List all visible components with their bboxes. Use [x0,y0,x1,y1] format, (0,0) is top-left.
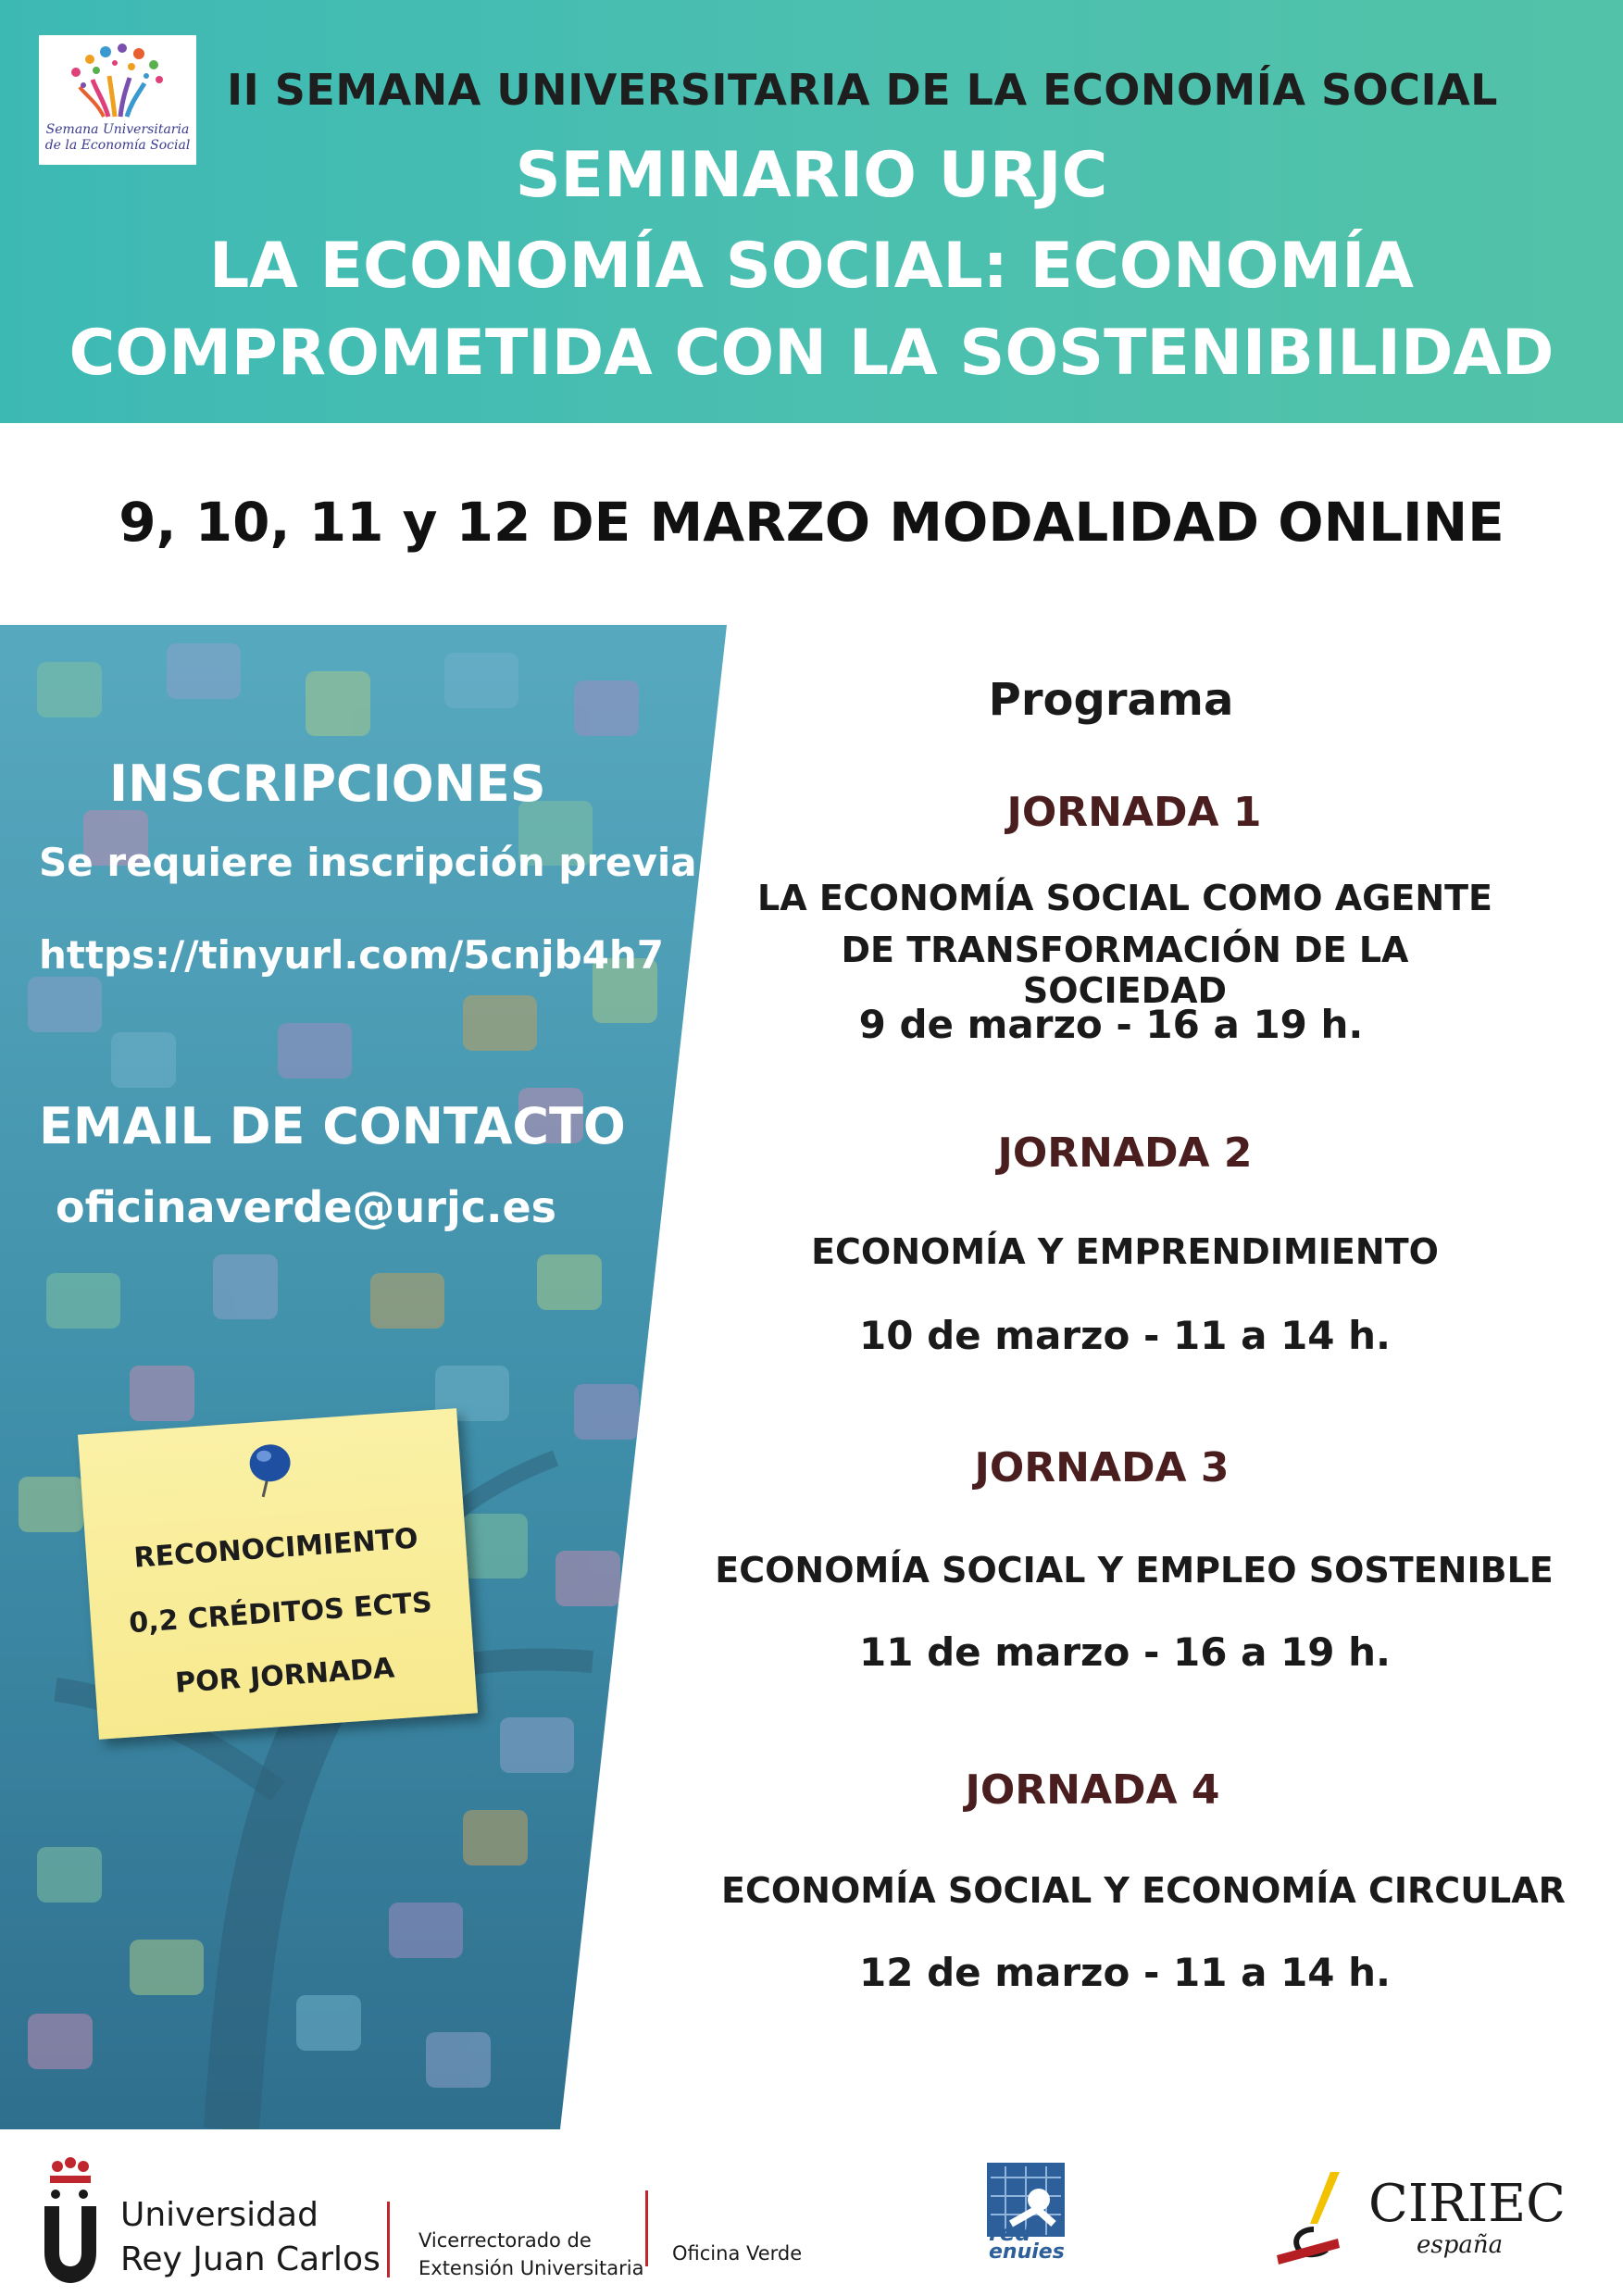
red-enuies-line1: red [989,2220,1031,2246]
contact-email[interactable]: oficinaverde@urjc.es [56,1182,557,1232]
session-1-date: 9 de marzo - 16 a 19 h. [858,1002,1364,1047]
session-2-date: 10 de marzo - 11 a 14 h. [859,1313,1391,1358]
green-office-label: Oficina Verde [672,2242,803,2265]
red-enuies-logo [983,2159,1094,2270]
credits-line2: 0,2 CRÉDITOS ECTS [128,1586,433,1641]
event-edition-title: II SEMANA UNIVERSITARIA DE LA ECONOMÍA SOCIAL [227,65,1498,115]
session-3-title: JORNADA 3 [974,1444,1230,1491]
info-panel [0,625,727,2129]
registration-title: INSCRIPCIONES [109,755,546,813]
session-2-title: JORNADA 2 [997,1129,1253,1177]
session-4-topic: ECONOMÍA SOCIAL Y ECONOMÍA CIRCULAR [721,1870,1566,1911]
vice-rectorate-line2: Extensión Universitaria [418,2257,644,2279]
credits-line1: RECONOCIMIENTO [132,1522,419,1575]
dates-modality: 9, 10, 11 y 12 DE MARZO MODALIDAD ONLINE [119,491,1504,554]
red-enuies-line2: enuies [989,2240,1065,2264]
ciriec-name: CIRIEC [1368,2174,1566,2234]
session-4-date: 12 de marzo - 11 a 14 h. [859,1950,1391,1995]
header-banner [0,0,1623,423]
footer-divider [645,2190,648,2266]
seminar-subtitle-line1: LA ECONOMÍA SOCIAL: ECONOMÍA [208,230,1415,303]
registration-note: Se requiere inscripción previa [39,840,697,885]
session-2-topic: ECONOMÍA Y EMPRENDIMIENTO [811,1231,1439,1272]
vice-rectorate-line1: Vicerrectorado de [418,2229,592,2252]
logo-caption-line2: de la Economía Social [44,138,191,153]
university-name-line2: Rey Juan Carlos [120,2240,381,2278]
seminar-subtitle-line2: COMPROMETIDA CON LA SOSTENIBILIDAD [69,317,1554,390]
contact-title: EMAIL DE CONTACTO [39,1097,626,1155]
seminar-title: SEMINARIO URJC [515,139,1108,212]
logo-caption-line1: Semana Universitaria [45,122,190,137]
urjc-crest-icon [35,2155,105,2285]
session-1-topic-line2: DE TRANSFORMACIÓN DE LA SOCIEDAD [841,930,1409,1011]
session-1-title: JORNADA 1 [1006,789,1262,836]
credits-sticky-note [78,1408,478,1740]
session-3-topic: ECONOMÍA SOCIAL Y EMPLEO SOSTENIBLE [715,1550,1554,1591]
ciriec-country: españa [1417,2231,1504,2259]
session-1-topic-line1: LA ECONOMÍA SOCIAL COMO AGENTE [756,878,1493,918]
session-3-date: 11 de marzo - 16 a 19 h. [859,1629,1391,1675]
sponsors-footer [0,2139,1623,2296]
footer-divider [387,2202,390,2277]
push-pin-icon [241,1433,301,1502]
university-name-line1: Universidad [120,2196,318,2234]
credits-line3: POR JORNADA [174,1652,396,1700]
session-4-title: JORNADA 4 [965,1766,1220,1814]
ciriec-swoosh-icon [1273,2165,1375,2266]
registration-link[interactable]: https://tinyurl.com/5cnjb4h7 [39,932,664,978]
program-title: Programa [988,674,1234,726]
